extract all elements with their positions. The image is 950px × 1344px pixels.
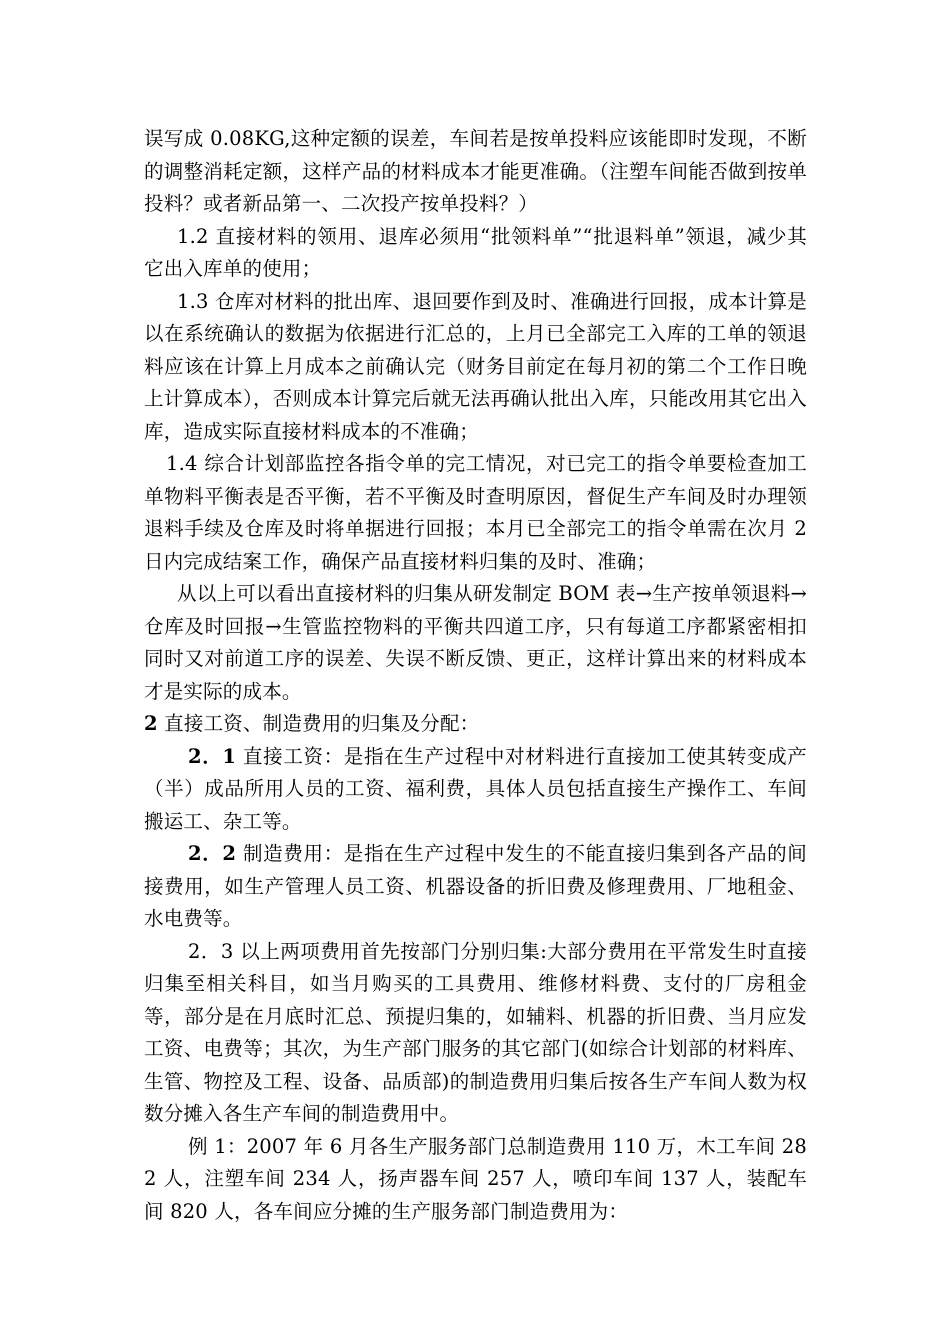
paragraph-2-2-text: 制造费用：是指在生产过程中发生的不能直接归集到各产品的间接费用，如生产管理人员工资、机器设备的折旧费及修理费用、厂地租金、水电费等。 — [144, 842, 807, 930]
paragraph-1-4: 1.4 综合计划部监控各指令单的完工情况，对已完工的指令单要检查加工单物料平衡表是否平衡，若不平衡及时查明原因，督促生产车间及时办理领退料手续及仓库及时将单据进行回报；本月已全部完工的指令单需在次月 2 日内完成结案工作，确保产品直接材料归集的及时、准确； — [144, 452, 807, 573]
section-heading-2 — [144, 708, 807, 741]
section-number: 2 — [144, 712, 158, 735]
paragraph-example-1: 例 1：2007 年 6 月各生产服务部门总制造费用 110 万，木工车间 282 人，注塑车间 234 人，扬声器车间 257 人，喷印车间 137 人，装配车间 820 人，各车间应分摊的生产服务部门制造费用为： — [144, 1134, 807, 1223]
paragraph-2-1 — [144, 741, 807, 839]
paragraph-summary: 从以上可以看出直接材料的归集从研发制定 BOM 表→生产按单领退料→仓库及时回报→生管监控物料的平衡共四道工序，只有每道工序都紧密相扣同时又对前道工序的误差、失误不断反馈、更正，这样计算出来的材料成本才是实际的成本。 — [144, 582, 807, 703]
paragraph-material-quota-error: 误写成 0.08KG,这种定额的误差，车间若是按单投料应该能即时发现，不断的调整消耗定额，这样产品的材料成本才能更准确。（注塑车间能否做到按单投料？或者新品第一、二次投产按单投料？） — [144, 127, 807, 215]
paragraph-2-1-text: 直接工资：是指在生产过程中对材料进行直接加工使其转变成产（半）成品所用人员的工资、福利费，具体人员包括直接生产操作工、车间搬运工、杂工等。 — [144, 744, 807, 833]
section-title: 直接工资、制造费用的归集及分配： — [157, 712, 480, 735]
paragraph-2-2-number: 2．2 — [188, 842, 237, 865]
paragraph-1-2: 1.2 直接材料的领用、退库必须用“批领料单”“批退料单”领退，减少其它出入库单的使用； — [144, 224, 807, 280]
paragraph-2-3: 2．3 以上两项费用首先按部门分别归集:大部分费用在平常发生时直接归集至相关科目，如当月购买的工具费用、维修材料费、支付的厂房租金等，部分是在月底时汇总、预提归集的，如辅料、机器的折旧费、当月应发工资、电费等；其次，为生产部门服务的其它部门(如综合计划部的材料库、生管、物控及工程、设备、品质部)的制造费用归集后按各生产车间人数为权数分摊入各生产车间的制造费用中。 — [144, 939, 807, 1125]
document-body — [144, 123, 807, 1228]
paragraph-1-3: 1.3 仓库对材料的批出库、退回要作到及时、准确进行回报，成本计算是以在系统确认的数据为依据进行汇总的，上月已全部完工入库的工单的领退料应该在计算上月成本之前确认完（财务目前定在每月初的第二个工作日晚上计算成本），否则成本计算完后就无法再确认批出入库，只能改用其它出入库，造成实际直接材料成本的不准确； — [144, 289, 807, 443]
paragraph-2-2 — [144, 838, 807, 936]
paragraph-2-1-number: 2．1 — [188, 744, 237, 768]
